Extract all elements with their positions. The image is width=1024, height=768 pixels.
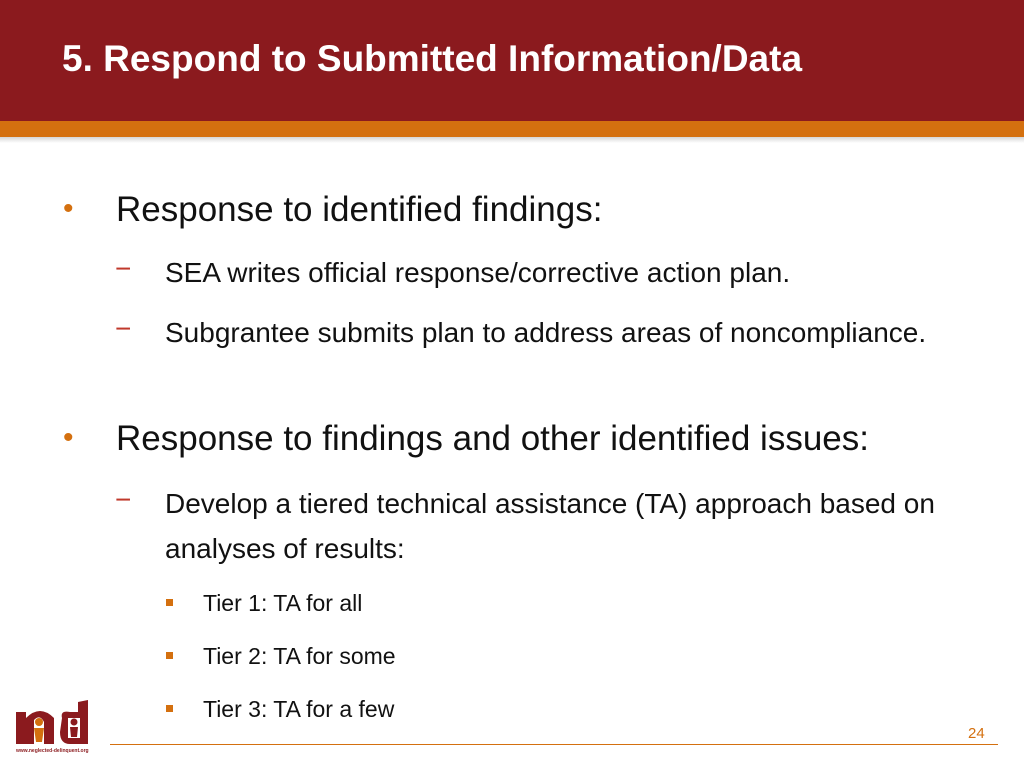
dash-icon: − [115,253,132,284]
tier-item-2: Tier 2: TA for some [203,643,396,669]
bullet-item-1: Response to identified findings: [116,190,603,229]
footer-divider [110,744,998,745]
title-accent-stripe [0,121,1024,137]
square-bullet-icon [166,599,173,606]
tier-item-3: Tier 3: TA for a few [203,696,395,722]
bullet-icon: • [63,192,74,225]
tier-item-1: Tier 1: TA for all [203,590,363,616]
slide-title: 5. Respond to Submitted Information/Data [62,38,803,79]
page-number: 24 [968,725,985,742]
dash-icon: − [115,484,132,515]
dash-icon: − [115,313,132,344]
sub-item-2-1: Develop a tiered technical assistance (TA) approach based on analyses of results: [165,488,935,564]
sub-item-1-2: Subgrantee submits plan to address areas of noncompliance. [165,317,927,348]
sub-item-1-1: SEA writes official response/corrective action plan. [165,257,791,288]
logo-url: www.neglected-delinquent.org [16,748,89,754]
square-bullet-icon [166,705,173,712]
bullet-icon: • [63,421,74,454]
square-bullet-icon [166,652,173,659]
title-shadow [0,137,1024,143]
bullet-item-2: Response to findings and other identified issues: [116,419,869,458]
